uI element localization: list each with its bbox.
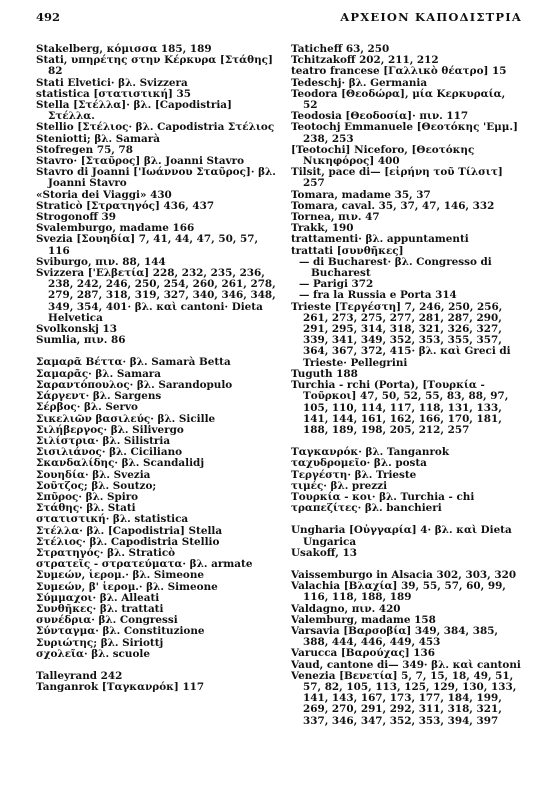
index-column-left: [36, 44, 276, 693]
index-entry: Valdagno, πιν. 420: [291, 602, 401, 615]
index-entry: Teodosia [Θεοδοσία]· πιν. 117: [291, 110, 469, 123]
index-entry: Tedeschj· βλ. Germania: [291, 76, 428, 89]
index-entry: Stati, υπηρέτης στην Κέρκυρα [Στάθης] 82: [36, 54, 273, 78]
index-entry: Τουρκία - κοι· βλ. Turchia - chi: [291, 490, 475, 503]
index-entry: Στέλλα· βλ. [Capodistria] Stella: [36, 524, 223, 537]
index-entry: Τεργέστη· βλ. Trieste: [291, 468, 417, 481]
index-entry: Σοῦτζος; βλ. Soutzo;: [36, 479, 157, 492]
index-subentry: — fra la Russia e Porta 314: [299, 289, 457, 302]
index-entry: Sviburgo, πιν. 88, 144: [36, 255, 166, 268]
index-entry: στρατεῖς - στρατεύματα· βλ. armate: [36, 558, 253, 571]
index-entry: Σισιλιάνος· βλ. Ciciliano: [36, 446, 183, 459]
index-entry: teatro francese [Γαλλικὸ θέατρο] 15: [291, 65, 507, 78]
index-entry: Στρατηγός· βλ. Straticò: [36, 546, 176, 559]
page-header: [36, 10, 522, 28]
index-entry: στατιστική· βλ. statistica: [36, 513, 189, 526]
index-entry: [Teotochi] Niceforo, [Θεοτόκης Νικηφόρος] 400: [291, 143, 475, 168]
index-entry: Stavro· [Σταῦρος] βλ. Joanni Stavro: [36, 155, 245, 168]
index-entry: Sumlia, πιν. 86: [36, 334, 126, 347]
index-entry: Venezia [Βενετία] 5, 7, 15, 18, 49, 51, 57, 82, 105, 113, 125, 129, 130, 133, 141, 143, 167, 173, 177, 184, 199, 269, 270, 291, 292, 311, 318, 321, 337, 346, 347, 352, 353, 394, 397: [291, 669, 517, 727]
index-entry: trattamenti· βλ. appuntamenti: [291, 233, 469, 246]
index-entry: Taticheff 63, 250: [291, 43, 390, 55]
page-number: 492: [36, 10, 61, 24]
index-entry: Στάθης· βλ. Stati: [36, 502, 136, 515]
running-title: ΑΡΧΕΙΟΝ ΚΑΠΟΔΙΣΤΡΙΑ: [340, 10, 522, 24]
index-subentry: — di Bucharest· βλ. Congresso di Bucharest: [299, 255, 492, 280]
index-entry: Σπῦρος· βλ. Spiro: [36, 490, 139, 503]
index-entry: Συριώτης; βλ. Siriottj: [36, 636, 164, 649]
index-entry: Συμεών, β' ἱερομ.· βλ. Simeone: [36, 580, 218, 593]
index-entry: Tuguth 188: [291, 367, 358, 380]
index-entry: Trieste [Τεργέστη] 7, 246, 250, 256, 261, 273, 275, 277, 281, 287, 290, 291, 295, 314, 318, 321, 326, 327, 339, 341, 349, 352, 353, 355, 357, 364, 367, 372, 415· βλ. καὶ Greci di Trieste· Pellegrini: [291, 300, 511, 369]
index-entry: Σιλίστρια· βλ. Silistria: [36, 434, 171, 447]
index-column-right: [291, 44, 522, 727]
index-entry: Σκανδαλίδης· βλ. Scandalidj: [36, 457, 205, 470]
index-entry: Talleyrand 242: [36, 669, 123, 682]
index-entry: Vaissemburgo in Alsacia 302, 303, 320: [291, 568, 517, 581]
index-entry: Σάργεντ· βλ. Sargens: [36, 390, 162, 403]
index-entry: Trakk, 190: [291, 222, 354, 235]
index-entry: statistica [στατιστική] 35: [36, 87, 192, 100]
index-entry: τραπεζίτες· βλ. banchieri: [291, 502, 442, 515]
index-entry: ταχυδρομεῖο· βλ. posta: [291, 457, 427, 470]
index-entry: Straticò [Στρατηγός] 436, 437: [36, 199, 215, 212]
index-entry: Teodora [Θεοδώρα], μία Κερκυραία, 52: [291, 87, 506, 112]
index-entry: Stati Elvetici· βλ. Svizzera: [36, 76, 188, 89]
index-entry: Σύμμαχοι· βλ. Alleati: [36, 591, 160, 604]
index-entry: Svolkonskj 13: [36, 323, 117, 336]
index-entry: Σαμαρᾶς· βλ. Samara: [36, 367, 162, 380]
index-entry: Stakelberg, κόμισσα 185, 189: [36, 43, 212, 55]
index-entry: Tchitzakoff 202, 211, 212: [291, 54, 439, 67]
index-entry: Συμεών, ἱερομ.· βλ. Simeone: [36, 569, 205, 582]
index-entry: Ταγκανρόκ· βλ. Tanganrok: [291, 446, 450, 459]
index-entry: Σουηδία· βλ. Svezia: [36, 468, 151, 481]
index-entry: Stella [Στέλλα]· βλ. [Capodistria] Στέλλα.: [36, 99, 232, 123]
index-entry: Valemburg, madame 158: [291, 613, 436, 626]
index-entry: Tanganrok [Ταγκανρόκ] 117: [36, 681, 205, 694]
index-entry: Varsavia [Βαρσοβία] 349, 384, 385, 388, 444, 446, 449, 453: [291, 624, 499, 649]
index-entry: σχολεῖα· βλ. scuole: [36, 647, 150, 660]
index-entry: Συνθῆκες· βλ. trattati: [36, 602, 164, 615]
index-entry: συνέδρια· βλ. Congressi: [36, 614, 178, 627]
index-entry: Tomara, madame 35, 37: [291, 188, 431, 201]
index-entry: Tornea, πιν. 47: [291, 211, 380, 224]
index-entry: Stavro di Joanni ['Ιωάννου Σταῦρος]· βλ. Joanni Stavro: [36, 166, 276, 190]
index-entry: Stofregen 75, 78: [36, 143, 133, 156]
index-entry: τιμές· βλ. prezzi: [291, 479, 388, 492]
index-entry: Usakoff, 13: [291, 546, 357, 559]
index-entry: Σαραντόπουλος· βλ. Sarandopulo: [36, 378, 233, 391]
index-entry: «Storia dei Viaggi» 430: [36, 188, 172, 201]
index-entry: Σέρβος· βλ. Servo: [36, 401, 138, 414]
index-entry: Svalemburgo, madame 166: [36, 222, 195, 235]
index-entry: Varucca [Βαρούχας] 136: [291, 647, 435, 660]
index-subentry: — Parigi 372: [299, 278, 374, 291]
index-entry: Valachia [Βλαχία] 39, 55, 57, 60, 99, 116, 118, 188, 189: [291, 580, 506, 604]
index-entry: Ungharia [Οὐγγαρία] 4· βλ. καὶ Dieta Ungarica: [291, 524, 512, 548]
index-entry: Teotochj Emmanuele [Θεοτόκης 'Εμμ.] 238, 253: [291, 121, 518, 145]
index-entry: Σικελιῶν βασιλεύς· βλ. Sicille: [36, 412, 216, 425]
index-entry: Σιλήβεργος· βλ. Silivergo: [36, 423, 184, 436]
index-entry: Σύνταγμα· βλ. Constituzione: [36, 625, 205, 638]
index-entry: Turchia - rchi (Porta), [Τουρκία - Τοῦρκοι] 47, 50, 52, 55, 83, 88, 97, 105, 110, 114, 117, 118, 131, 133, 141, 144, 161, 162, 166, 170, 181, 188, 189, 198, 205, 212, 257: [291, 379, 509, 436]
index-entry: Stellio [Στέλιος· βλ. Capodistria Στέλιος: [36, 121, 275, 134]
index-entry: Svizzera ['Ελβετία] 228, 232, 235, 236, 238, 242, 246, 250, 254, 260, 261, 278, 279, 287, 318, 319, 327, 340, 346, 348, 349, 354, 401· βλ. καὶ cantoni· Dieta Helvetica: [36, 267, 276, 324]
index-entry: Vaud, cantone di— 349· βλ. καὶ cantoni: [291, 658, 521, 671]
index-entry: Svezia [Σουηδία] 7, 41, 44, 47, 50, 57, 116: [36, 233, 259, 257]
index-entry: Σαμαρᾶ Βέττα· βλ. Samarà Betta: [36, 356, 231, 369]
index-entry: Στέλιος· βλ. Capodistria Stellio: [36, 535, 220, 548]
index-entry: Strogonoff 39: [36, 211, 116, 224]
index-entry: Tilsit, pace di— [εἰρήνη τοῦ Τίλσιτ] 257: [291, 166, 503, 190]
index-entry: Tomara, caval. 35, 37, 47, 146, 332: [291, 199, 495, 212]
index-entry: trattati [συνθῆκες]: [291, 244, 404, 257]
index-entry: Steniotti; βλ. Samarà: [36, 132, 160, 145]
